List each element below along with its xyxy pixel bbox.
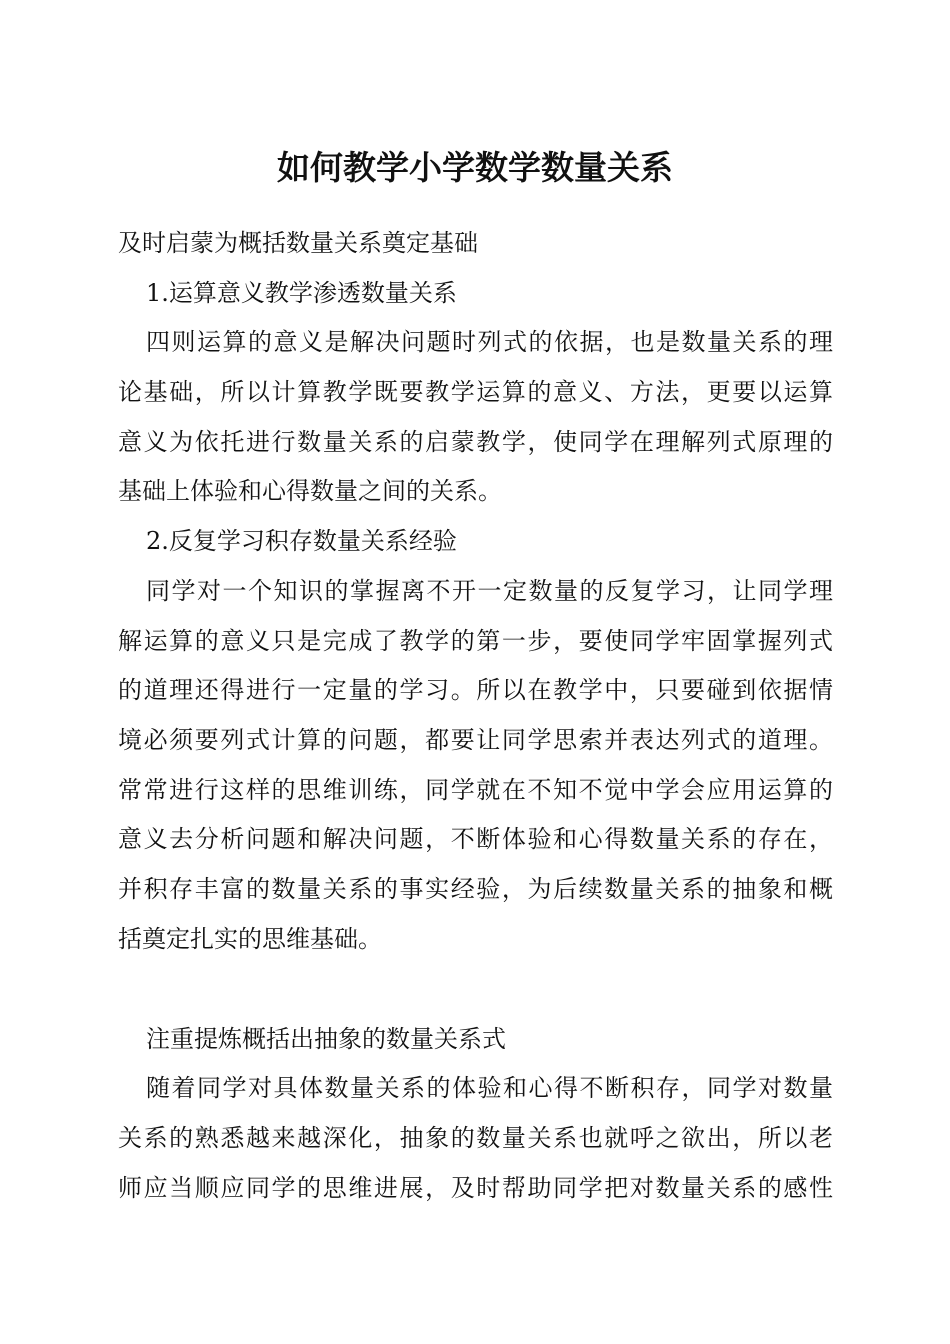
paragraph-line: 论基础，所以计算教学既要教学运算的意义、方法，更要以运算 [118, 378, 833, 406]
paragraph-line: 随着同学对具体数量关系的体验和心得不断积存，同学对数量 [146, 1074, 833, 1102]
paragraph-line: 常常进行这样的思维训练，同学就在不知不觉中学会应用运算的 [118, 776, 833, 804]
paragraph-line: 括奠定扎实的思维基础。 [118, 925, 382, 953]
paragraph-line: 师应当顺应同学的思维进展，及时帮助同学把对数量关系的感性 [118, 1174, 833, 1202]
section-heading: 注重提炼概括出抽象的数量关系式 [146, 1025, 506, 1053]
subsection-heading: 1.运算意义教学渗透数量关系 [146, 279, 457, 307]
document-title: 如何教学小学数学数量关系 [277, 148, 673, 187]
paragraph-line: 同学对一个知识的掌握离不开一定数量的反复学习，让同学理 [146, 577, 833, 605]
paragraph-line: 关系的熟悉越来越深化，抽象的数量关系也就呼之欲出，所以老 [118, 1124, 833, 1152]
paragraph-line: 意义去分析问题和解决问题，不断体验和心得数量关系的存在， [118, 825, 833, 853]
paragraph-line: 意义为依托进行数量关系的启蒙教学，使同学在理解列式原理的 [118, 428, 833, 456]
paragraph-line: 境必须要列式计算的问题，都要让同学思索并表达列式的道理。 [118, 726, 833, 754]
paragraph-line: 基础上体验和心得数量之间的关系。 [118, 477, 502, 505]
paragraph-line: 四则运算的意义是解决问题时列式的依据，也是数量关系的理 [146, 328, 833, 356]
paragraph-line: 并积存丰富的数量关系的事实经验，为后续数量关系的抽象和概 [118, 875, 833, 903]
subsection-heading: 2.反复学习积存数量关系经验 [146, 527, 457, 555]
section-heading: 及时启蒙为概括数量关系奠定基础 [118, 229, 478, 257]
paragraph-line: 的道理还得进行一定量的学习。所以在教学中，只要碰到依据情 [118, 676, 833, 704]
paragraph-line: 解运算的意义只是完成了教学的第一步，要使同学牢固掌握列式 [118, 627, 833, 655]
